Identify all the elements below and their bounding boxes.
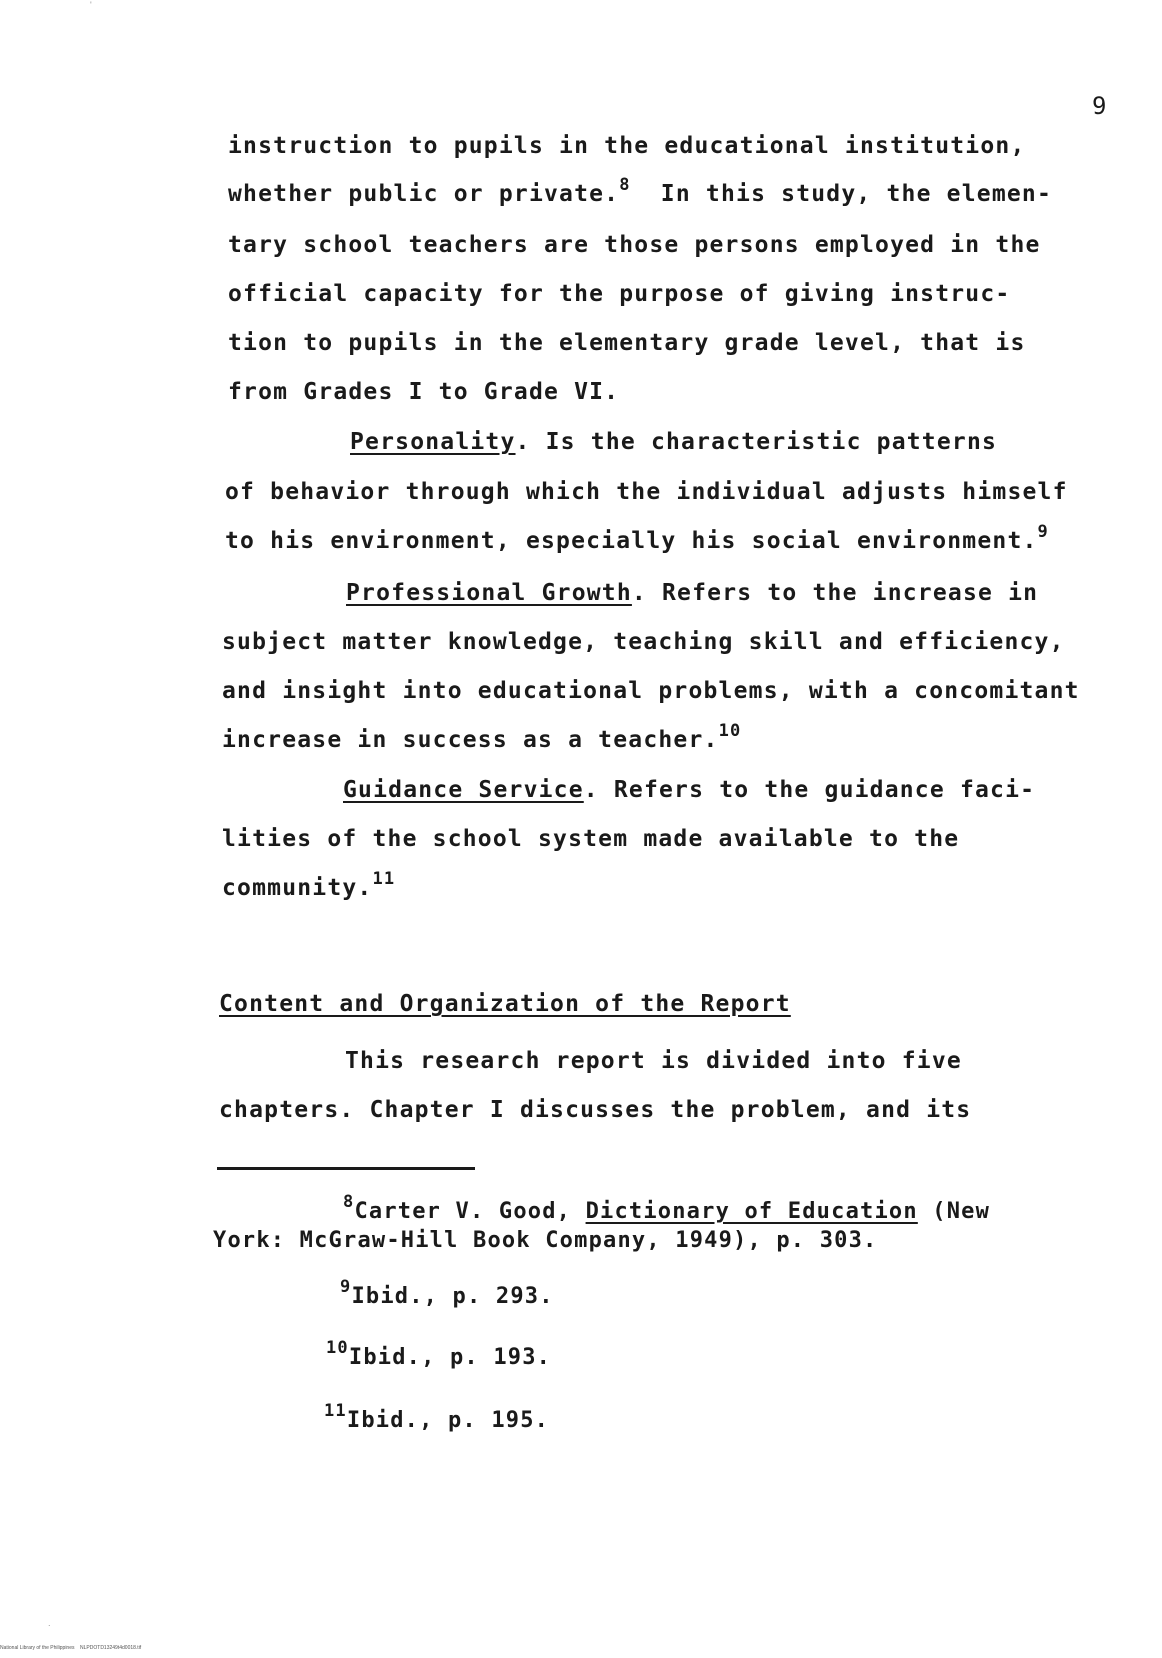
page-number: 9 (1092, 92, 1108, 120)
body-line: subject matter knowledge, teaching skill and efficiency, (222, 629, 1065, 655)
scan-mark: . (48, 1618, 51, 1628)
footnote-book-title: Dictionary of Education (585, 1199, 918, 1224)
body-line: of behavior through which the individual adjusts himself (225, 479, 1068, 505)
body-line: chapters. Chapter I discusses the problem, and its (219, 1097, 972, 1123)
body-line: from Grades I to Grade VI. (228, 379, 620, 405)
scan-footer: National Library of the Philippines NLPDOTD13249t4d0018.tif (0, 1645, 142, 1651)
term-professional-growth: Professional Growth (346, 580, 632, 606)
footnote-ref-8: 8 (619, 175, 631, 195)
scan-mark: ' (90, 0, 92, 10)
body-line: and insight into educational problems, with a concomitant (222, 678, 1080, 704)
body-line: official capacity for the purpose of giving instruc- (228, 281, 1011, 307)
footnote-8: $^8$Carter V. Good, Dictionary of Education (New (343, 1192, 991, 1224)
body-line: whether public or private.$^8$ In this study, the elemen- (228, 175, 1053, 207)
body-line: lities of the school system made available to the (222, 826, 960, 852)
term-guidance-service: Guidance Service (343, 777, 584, 803)
body-line: This research report is divided into five (345, 1048, 962, 1074)
body-line: increase in success as a teacher.$^{10}$ (222, 721, 742, 753)
body-line: tary school teachers are those persons employed in the (228, 232, 1041, 258)
footnote-divider (217, 1167, 475, 1170)
term-personality: Personality (350, 429, 516, 455)
footnote-ref-11: 11 (372, 869, 396, 889)
definition-personality: Personality. Is the characteristic patterns (350, 429, 998, 455)
body-line: community.$^{11}$ (222, 869, 396, 901)
section-heading: Content and Organization of the Report (219, 991, 791, 1017)
footnote-8-continued: York: McGraw-Hill Book Company, 1949), p. 303. (213, 1228, 878, 1253)
definition-guidance-service: Guidance Service. Refers to the guidance faci- (343, 777, 1036, 803)
footnote-ref-9: 9 (1037, 522, 1049, 542)
body-line: tion to pupils in the elementary grade level, that is (228, 330, 1026, 356)
footnote-11: $^{11}$Ibid., p. 195. (324, 1401, 550, 1433)
footnote-9: $^9$Ibid., p. 293. (340, 1277, 554, 1309)
body-line: instruction to pupils in the educational institution, (228, 133, 1026, 159)
footnote-10: $^{10}$Ibid., p. 193. (326, 1338, 552, 1370)
footnote-ref-10: 10 (718, 721, 742, 741)
definition-professional-growth: Professional Growth. Refers to the increase in (346, 580, 1039, 606)
body-line: to his environment, especially his social environment.$^9$ (225, 522, 1049, 554)
